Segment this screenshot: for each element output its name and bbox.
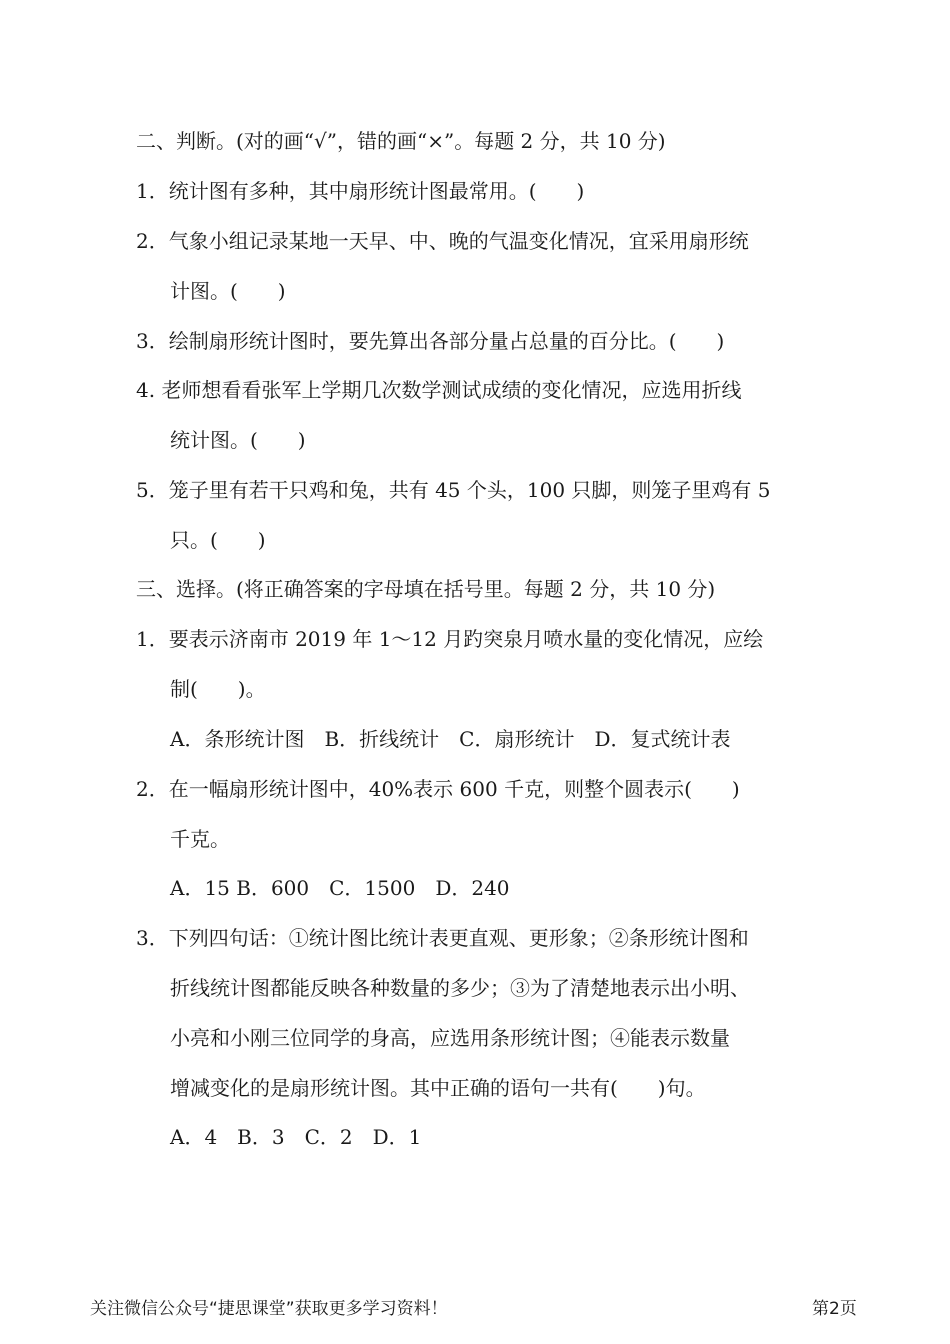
judgment-question-2-cont: 计图。( )	[170, 279, 286, 303]
choice-question-1-options: A．条形统计图 B．折线统计 C．扇形统计 D．复式统计表	[170, 727, 731, 751]
choice-question-1: 1．要表示济南市 2019 年 1～12 月趵突泉月喷水量的变化情况，应绘	[136, 627, 764, 651]
choice-question-3-cont-3: 增减变化的是扇形统计图。其中正确的语句一共有( )句。	[170, 1076, 706, 1100]
choice-question-2: 2．在一幅扇形统计图中，40%表示 600 千克，则整个圆表示( )	[136, 777, 740, 801]
judgment-question-1: 1．统计图有多种，其中扇形统计图最常用。( )	[136, 179, 585, 203]
judgment-question-5-cont: 只。( )	[170, 528, 266, 552]
judgment-question-2: 2．气象小组记录某地一天早、中、晚的气温变化情况，宜采用扇形统	[136, 229, 749, 253]
choice-question-3-cont-1: 折线统计图都能反映各种数量的多少；③为了清楚地表示出小明、	[170, 976, 750, 1000]
page-number: 第2页	[812, 1299, 857, 1319]
choice-question-1-cont: 制( )。	[170, 677, 266, 701]
choice-question-3-options: A．4 B．3 C．2 D．1	[170, 1125, 422, 1149]
choice-question-3-cont-2: 小亮和小刚三位同学的身高，应选用条形统计图；④能表示数量	[170, 1026, 730, 1050]
judgment-question-3: 3．绘制扇形统计图时，要先算出各部分量占总量的百分比。( )	[136, 329, 725, 353]
judgment-question-4-cont: 统计图。( )	[170, 428, 306, 452]
section-2-heading: 二、判断。(对的画“√”，错的画“×”。每题 2 分，共 10 分)	[136, 129, 666, 153]
choice-question-2-cont: 千克。	[170, 827, 230, 851]
section-3-heading: 三、选择。(将正确答案的字母填在括号里。每题 2 分，共 10 分)	[136, 577, 716, 601]
judgment-question-5: 5．笼子里有若干只鸡和兔，共有 45 个头，100 只脚，则笼子里鸡有 5	[136, 478, 771, 502]
judgment-question-4: 4. 老师想看看张军上学期几次数学测试成绩的变化情况，应选用折线	[136, 378, 742, 402]
choice-question-3: 3．下列四句话：①统计图比统计表更直观、更形象；②条形统计图和	[136, 926, 749, 950]
footer-promo-text: 关注微信公众号“捷思课堂”获取更多学习资料！	[90, 1299, 448, 1319]
choice-question-2-options: A．15 B．600 C．1500 D．240	[170, 876, 510, 900]
